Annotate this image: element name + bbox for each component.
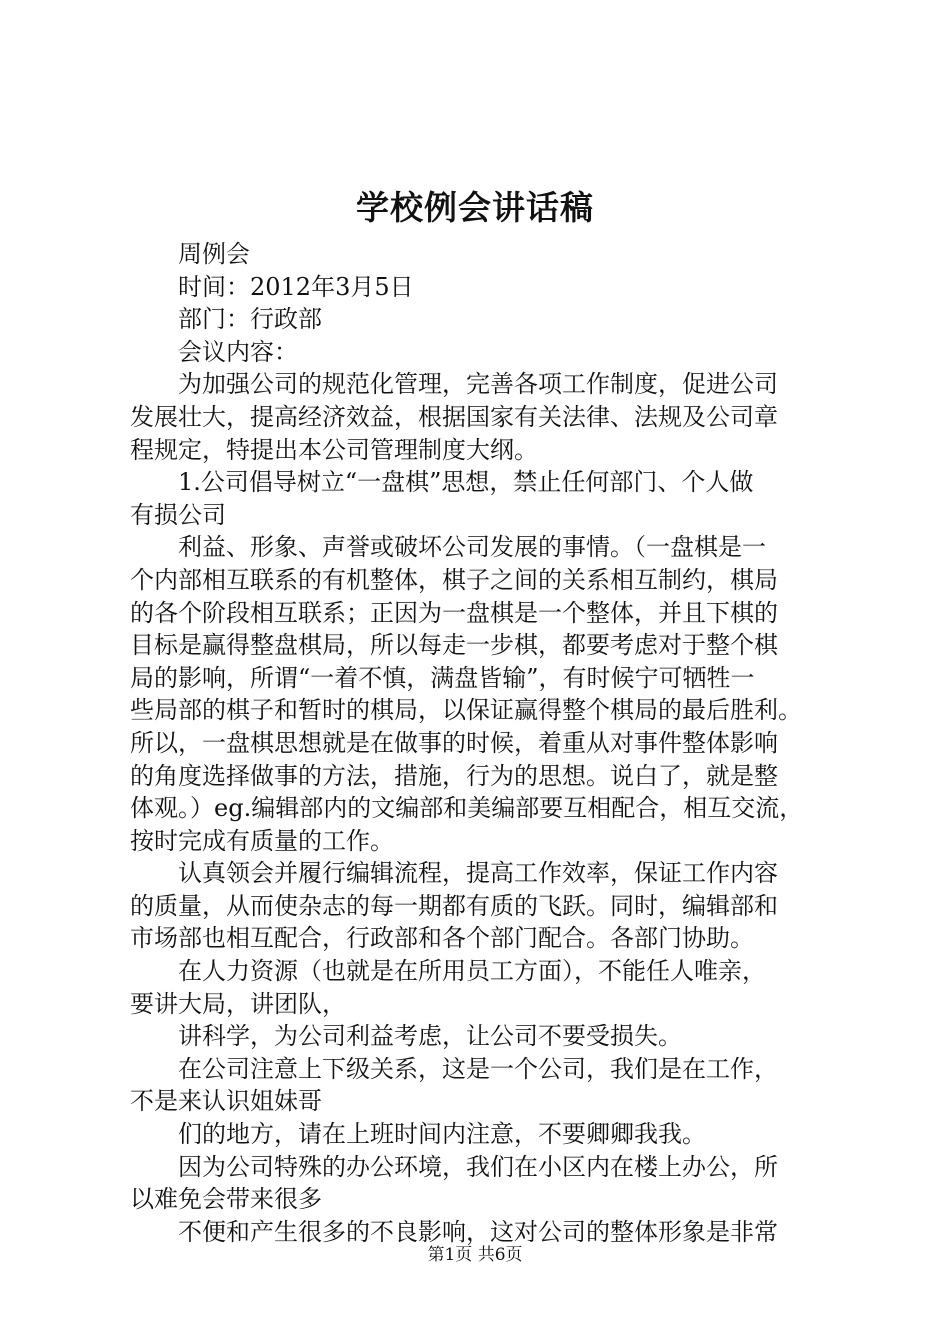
body-line: 程规定，特提出本公司管理制度大纲。 bbox=[130, 435, 538, 464]
body-line: 按时完成有质量的工作。 bbox=[130, 826, 394, 855]
document-title: 学校例会讲话稿 bbox=[356, 188, 594, 227]
body-line: 们的地方，请在上班时间内注意，不要卿卿我我。 bbox=[178, 1120, 706, 1149]
body-line: 讲科学，为公司利益考虑，让公司不要受损失。 bbox=[178, 1022, 682, 1051]
body-line: 会议内容： bbox=[178, 337, 298, 366]
body-line: 些局部的棋子和暂时的棋局，以保证赢得整个棋局的最后胜利。 bbox=[130, 696, 802, 725]
body-line: 以难免会带来很多 bbox=[130, 1185, 322, 1214]
body-line: 目标是赢得整盘棋局，所以每走一步棋，都要考虑对于整个棋 bbox=[130, 631, 778, 660]
body-line: 在人力资源（也就是在所用员工方面），不能任人唯亲， bbox=[178, 957, 766, 986]
body-line: 局的影响，所谓“一着不慎，满盘皆输”，有时候宁可牺牲一 bbox=[130, 663, 755, 692]
body-line: 部门：行政部 bbox=[178, 305, 322, 334]
body-line: 周例会 bbox=[178, 240, 250, 268]
body-line: 的各个阶段相互联系；正因为一盘棋是一个整体，并且下棋的 bbox=[130, 598, 778, 627]
body-line: 要讲大局，讲团队， bbox=[130, 989, 346, 1018]
body-line: 利益、形象、声誉或破坏公司发展的事情。（一盘棋是一 bbox=[178, 533, 766, 562]
document-body bbox=[130, 238, 830, 1248]
body-line: 所以，一盘棋思想就是在做事的时候，着重从对事件整体影响 bbox=[130, 728, 778, 757]
body-line: 1.公司倡导树立“一盘棋”思想，禁止任何部门、个人做 bbox=[178, 468, 754, 497]
body-line: 不便和产生很多的不良影响，这对公司的整体形象是非常 bbox=[178, 1217, 778, 1246]
body-line: 体观。）eg.编辑部内的文编部和美编部要互相配合，相互交流， bbox=[130, 794, 804, 823]
body-line: 发展壮大，提高经济效益，根据国家有关法律、法规及公司章 bbox=[130, 402, 778, 431]
body-line: 在公司注意上下级关系，这是一个公司，我们是在工作， bbox=[178, 1054, 778, 1083]
body-line: 不是来认识姐妹哥 bbox=[130, 1087, 322, 1116]
body-line: 的角度选择做事的方法，措施，行为的思想。说白了，就是整 bbox=[130, 761, 778, 790]
page-number: 第1页 共6页 bbox=[427, 1245, 523, 1265]
body-line: 时间：2012年3月5日 bbox=[178, 272, 414, 301]
body-line: 因为公司特殊的办公环境，我们在小区内在楼上办公，所 bbox=[178, 1152, 778, 1181]
body-line: 市场部也相互配合，行政部和各个部门配合。各部门协助。 bbox=[130, 924, 754, 953]
body-line: 有损公司 bbox=[130, 500, 226, 529]
body-line: 个内部相互联系的有机整体，棋子之间的关系相互制约，棋局 bbox=[130, 565, 778, 594]
body-line: 为加强公司的规范化管理，完善各项工作制度，促进公司 bbox=[178, 370, 778, 399]
body-line: 的质量，从而使杂志的每一期都有质的飞跃。同时，编辑部和 bbox=[130, 891, 778, 920]
body-line: 认真领会并履行编辑流程，提高工作效率，保证工作内容 bbox=[178, 859, 778, 888]
